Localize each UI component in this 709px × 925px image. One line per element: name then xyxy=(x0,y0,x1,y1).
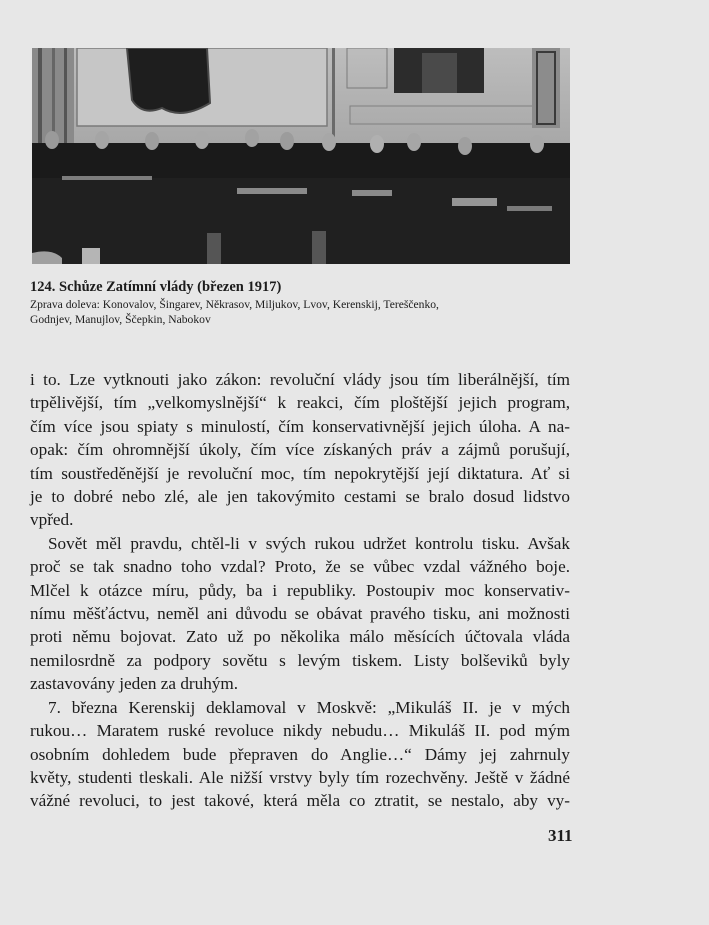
text-line: nemilosrdně za podpory sovětu s levým tiskem. Listy bolševiků byly xyxy=(30,650,570,670)
text-line: vpřed. xyxy=(30,510,74,530)
page-number: 311 xyxy=(548,826,573,845)
text-line: rukou… Maratem ruské revoluce nikdy nebudu… Mikuláš II. pod mým xyxy=(30,721,570,741)
text-line: 7. března Kerenskij deklamoval v Moskvě: „Mikuláš II. je v mých xyxy=(48,697,570,717)
cabinet-meeting-photo xyxy=(32,48,570,264)
caption-line: Zprava doleva: Konovalov, Šingarev, Někrasov, Miljukov, Lvov, Kerenskij, Tereščenko, xyxy=(30,298,439,311)
caption-line: Godnjev, Manujlov, Ščepkin, Nabokov xyxy=(30,313,211,326)
text-line: tím soustředěnější je revoluční moc, tím nepokrytější její diktatura. Ať si xyxy=(30,463,570,483)
text-line: Sovět měl pravdu, chtěl-li v svých rukou udržet kontrolu tisku. Avšak xyxy=(48,533,570,553)
photo-illustration xyxy=(32,48,570,264)
text-line: vážné revoluci, to jest takové, která měla co ztratit, se nestalo, aby vy- xyxy=(30,791,570,811)
paragraph-1 xyxy=(30,368,570,532)
text-line: proč se tak snadno toho vzdal? Proto, že se vůbec vzdal vážného boje. xyxy=(30,557,570,577)
text-line: proti němu bojovat. Zato už po několika málo měsících účtovala vláda xyxy=(30,627,570,647)
text-line: opak: čím ohromnější úkoly, čím více získaných práv a zájmů porušují, xyxy=(30,440,570,460)
text-line: zastavovány jeden za druhým. xyxy=(30,674,239,694)
body-text xyxy=(30,368,570,813)
text-line: nímu měšťáctvu, neměl ani důvodu se obávat pravého tisku, ani možnosti xyxy=(30,604,570,624)
caption-title: 124. Schůze Zatímní vlády (březen 1917) xyxy=(30,279,282,295)
paragraph-3 xyxy=(30,696,570,813)
text-line: osobním dohledem bude přepraven do Anglie…“ Dámy jej zahrnuly xyxy=(30,744,570,764)
text-line: i to. Lze vytknouti jako zákon: revoluční vlády jsou tím liberálnější, tím xyxy=(30,370,570,389)
text-line: je to dobré nebo zlé, ale jen takovýmito cestami se bralo dosud lidstvo xyxy=(30,487,570,507)
text-line: čím více jsou spiaty s minulostí, čím konservativnější jejich úloha. A na- xyxy=(30,416,570,436)
text-line: trpělivější, tím „velkomyslnější“ k reakci, čím ploštější jejich program, xyxy=(30,393,570,413)
figure-caption xyxy=(30,279,590,327)
paragraph-2 xyxy=(30,532,570,696)
caption-names xyxy=(30,297,590,327)
text-line: Mlčel k otázce míru, půdy, ba i republiky. Postoupiv moc konservativ- xyxy=(30,580,570,600)
text-line: květy, studenti tleskali. Ale nižší vrstvy byly tím rozechvěny. Ještě v žádné xyxy=(30,767,570,787)
